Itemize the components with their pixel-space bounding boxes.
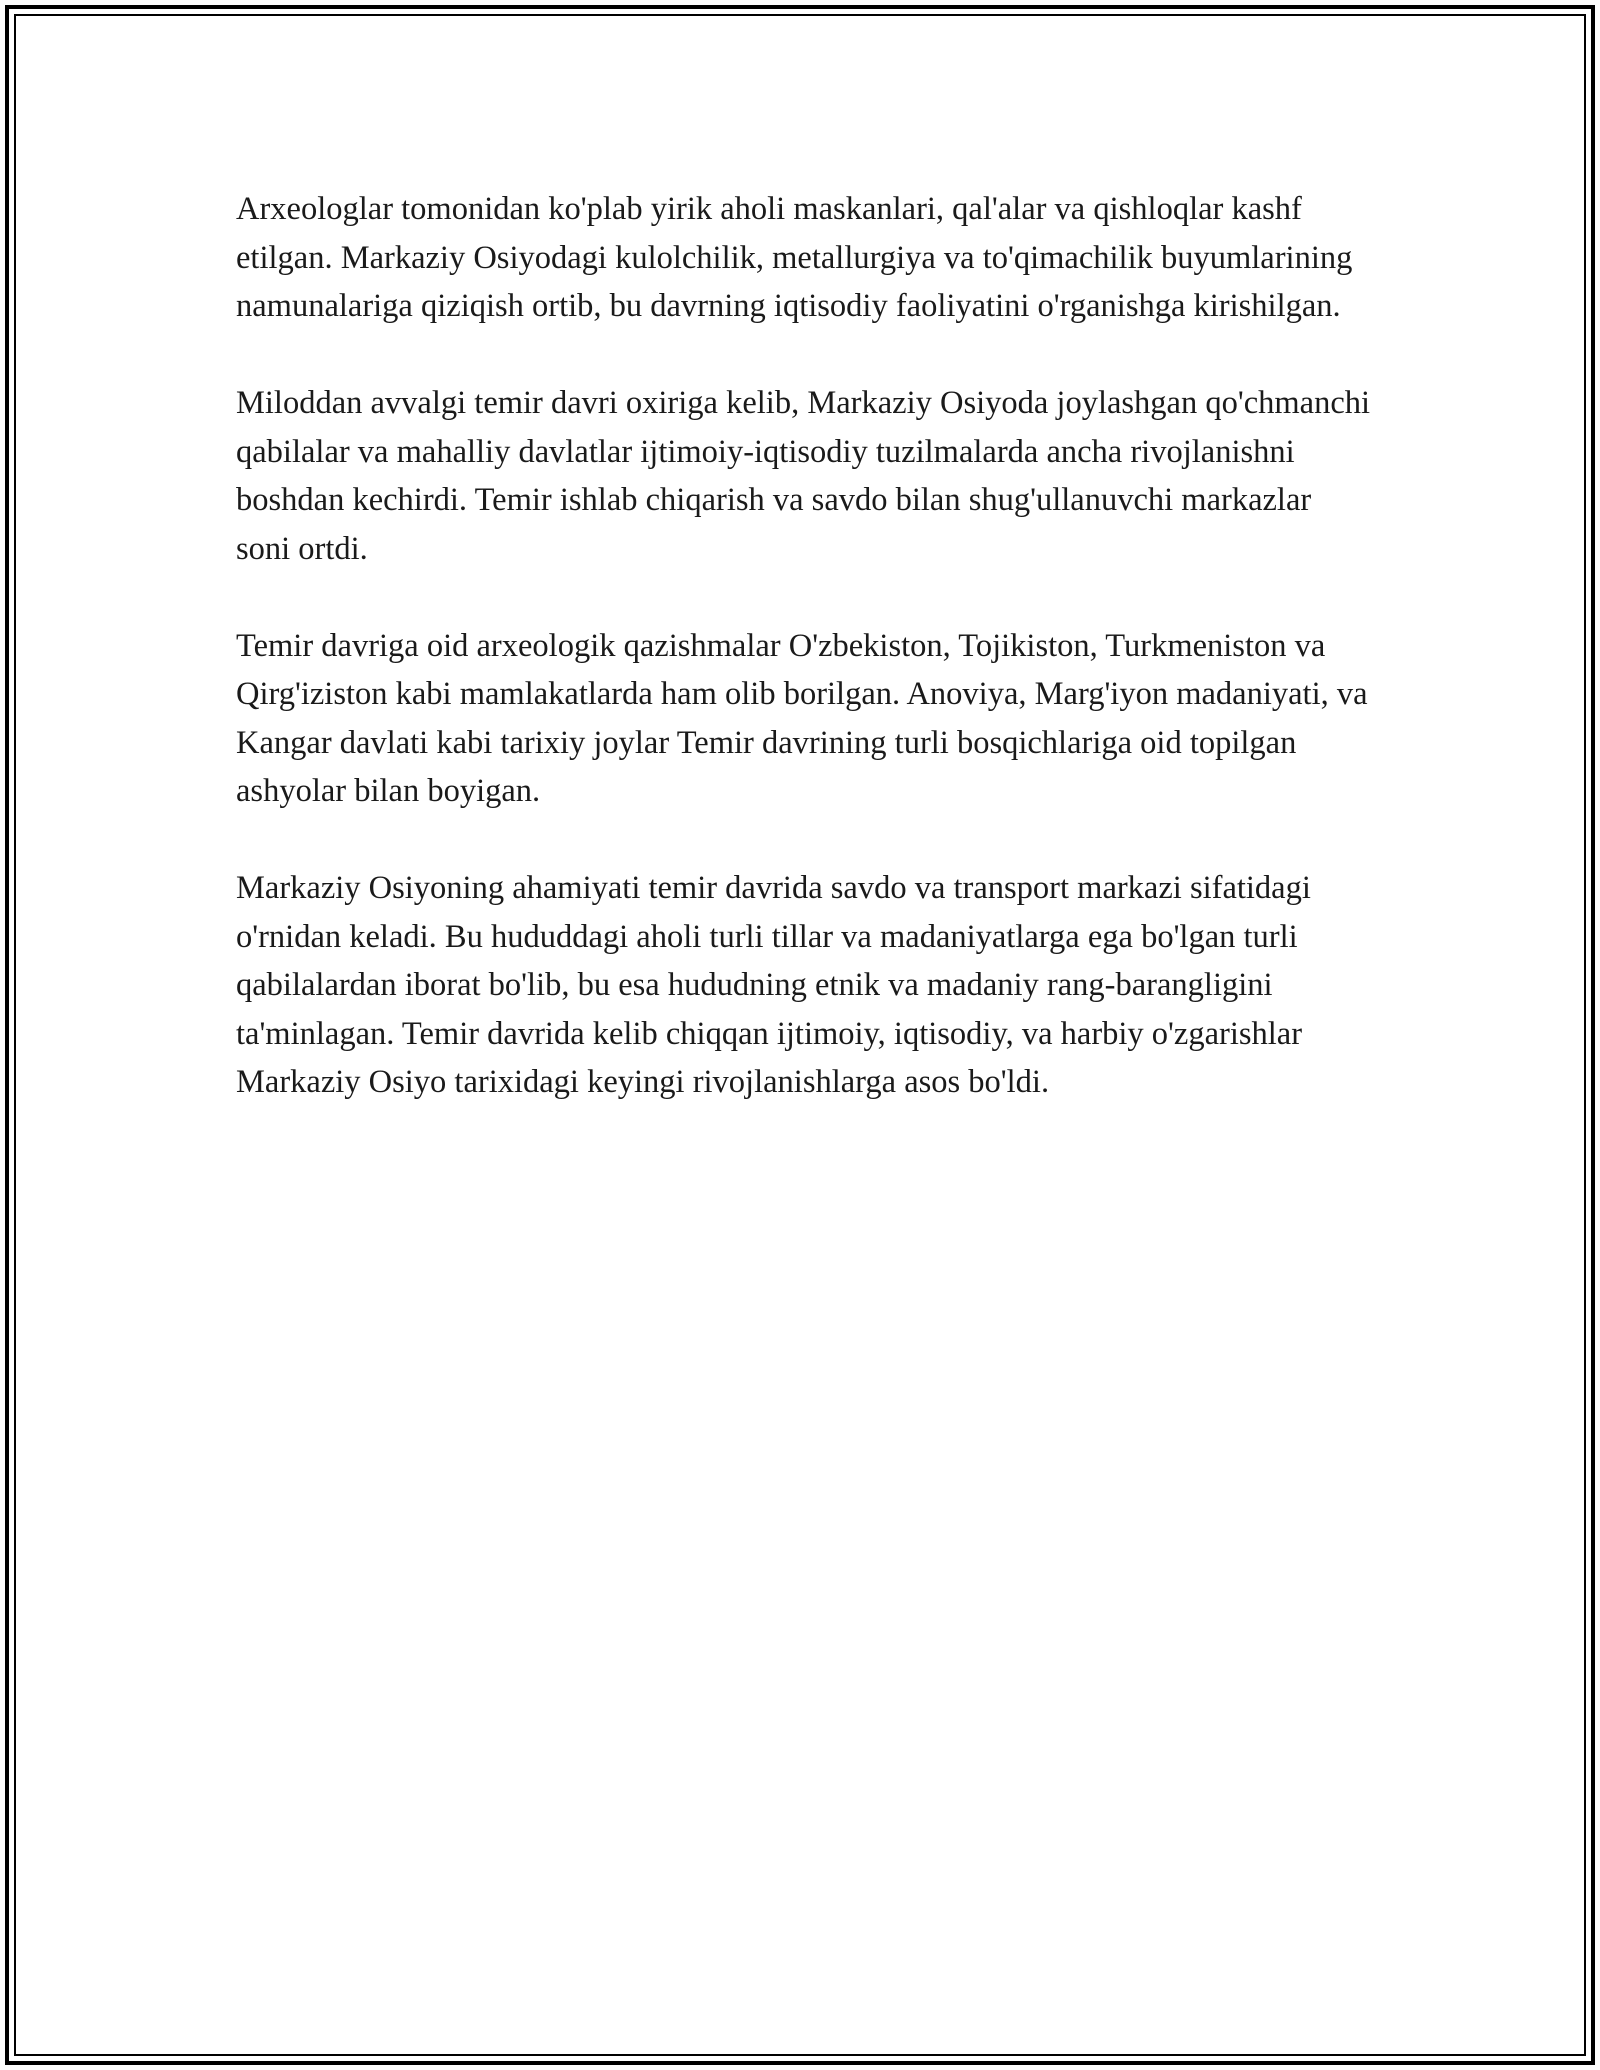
document-body — [236, 185, 1371, 1155]
paragraph-3: Temir davriga oid arxeologik qazishmalar O'zbekiston, Tojikiston, Turkmeniston va Qirg'iziston kabi mamlakatlarda ham olib borilgan. Anoviya, Marg'iyon madaniyati, va Kangar davlati kabi tarixiy joylar Temir davrining turli bosqichlariga oid topilgan ashyolar bilan boyigan. — [236, 627, 1368, 809]
paragraph-4: Markaziy Osiyoning ahamiyati temir davrida savdo va transport markazi sifatidagi o'rnidan keladi. Bu hududdagi aholi turli tillar va madaniyatlarga ega bo'lgan turli qabilalardan iborat bo'lib, bu esa hududning etnik va madaniy rang-barangligini ta'minlagan. Temir davrida kelib chiqqan ijtimoiy, iqtisodiy, va harbiy o'zgarishlar Markaziy Osiyo tarixidagi keyingi rivojlanishlarga asos bo'ldi. — [236, 870, 1311, 1100]
paragraph-2: Miloddan avvalgi temir davri oxiriga kelib, Markaziy Osiyoda joylashgan qo'chmanchi qabilalar va mahalliy davlatlar ijtimoiy-iqtisodiy tuzilmalarda ancha rivojlanishni boshdan kechirdi. Temir ishlab chiqarish va savdo bilan shug'ullanuvchi markazlar soni ortdi. — [236, 385, 1371, 567]
paragraph-1: Arxeologlar tomonidan ko'plab yirik aholi maskanlari, qal'alar va qishloqlar kashf etilgan. Markaziy Osiyodagi kulolchilik, metallurgiya va to'qimachilik buyumlarining namunalariga qiziqish ortib, bu davrning iqtisodiy faoliyatini o'rganishga kirishilgan. — [236, 191, 1353, 324]
